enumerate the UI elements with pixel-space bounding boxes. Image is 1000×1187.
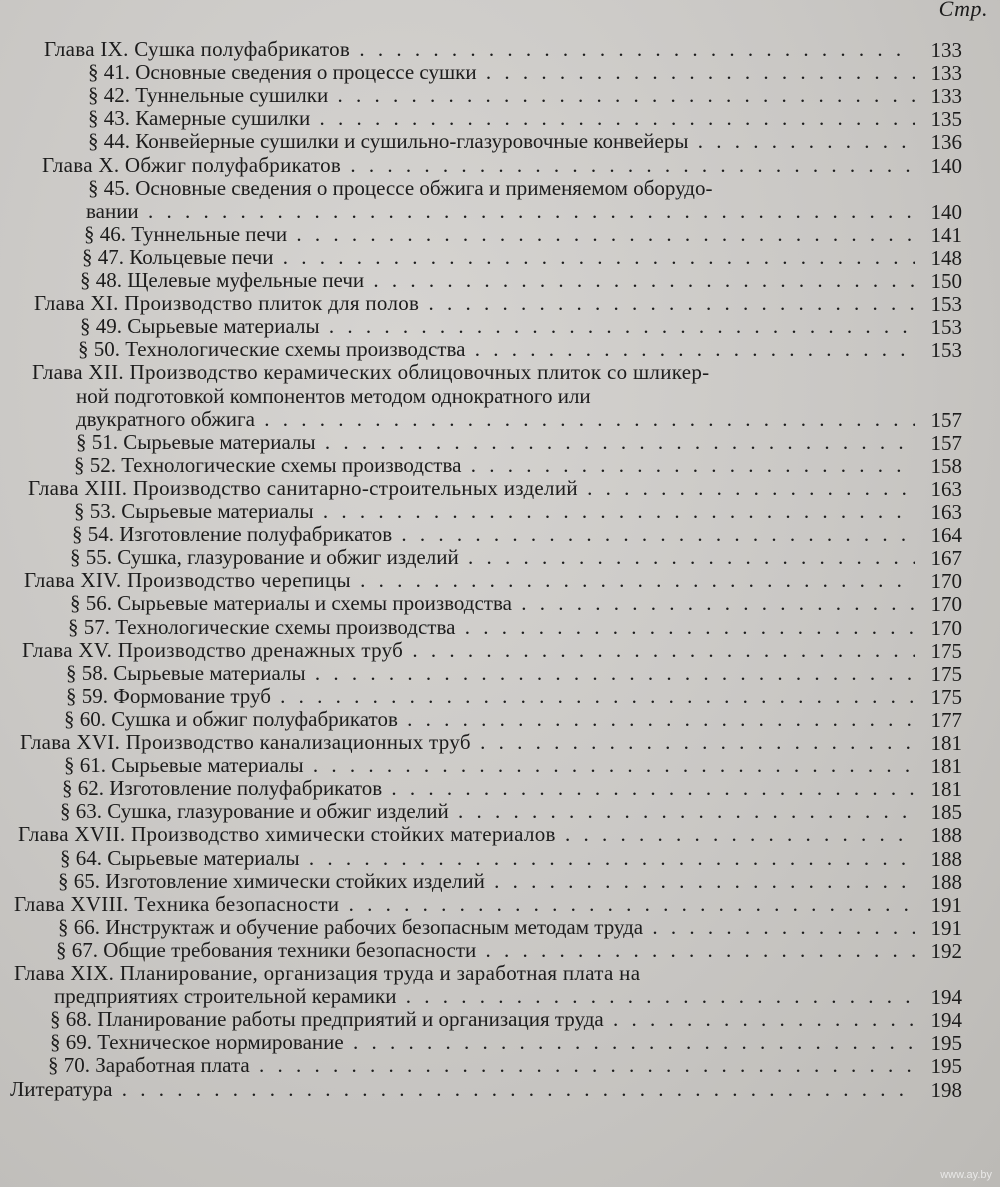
toc-page-number: 181 xyxy=(930,731,962,755)
toc-page-number: 164 xyxy=(930,523,962,548)
toc-chapter-title: Глава XIV. Производство черепицы . . . xyxy=(24,569,915,592)
toc-section-title: § 50. Технологические схемы производства . . . xyxy=(78,338,915,361)
toc-chapter-title: Глава XII. Производство керамических облицовочных плиток со шликер- xyxy=(32,361,710,385)
toc-page-number: 140 xyxy=(930,199,962,224)
toc-section-title: § 53. Сырьевые материалы . . . xyxy=(74,500,915,523)
toc-row xyxy=(0,154,1000,177)
toc-section-title: § 48. Щелевые муфельные печи . . . xyxy=(80,269,915,292)
toc-row xyxy=(0,269,1000,292)
toc-row xyxy=(0,1031,1000,1054)
toc-page-number: 192 xyxy=(930,938,962,963)
toc-page-number: 133 xyxy=(930,84,962,109)
toc-section-title: § 46. Туннельные печи . . . xyxy=(84,223,915,246)
toc-chapter-title: Глава XVI. Производство канализационных труб . . . xyxy=(20,731,915,754)
toc-page-number: 157 xyxy=(930,430,962,455)
toc-row xyxy=(0,893,1000,916)
toc-page-number: 133 xyxy=(930,61,962,86)
toc-row xyxy=(0,569,1000,592)
toc-page-number: 163 xyxy=(930,500,962,524)
toc-section-title: § 65. Изготовление химически стойких изделий . . . xyxy=(58,870,915,893)
toc-page-number: 191 xyxy=(930,915,962,940)
toc-page-number: 195 xyxy=(930,1031,962,1056)
toc-section-title: § 47. Кольцевые печи . . . xyxy=(82,246,915,269)
toc-page-number: 153 xyxy=(930,292,962,317)
toc-page-number: 135 xyxy=(930,107,962,132)
toc-row xyxy=(0,246,1000,269)
toc-row xyxy=(0,177,1000,200)
toc-page-number: 140 xyxy=(930,153,962,178)
toc-page-number: 175 xyxy=(930,661,962,686)
toc-section-title: § 51. Сырьевые материалы . . . xyxy=(76,431,915,454)
toc-row xyxy=(0,823,1000,846)
toc-row xyxy=(0,338,1000,361)
toc-row xyxy=(0,61,1000,84)
toc-row xyxy=(0,84,1000,107)
toc-row xyxy=(0,477,1000,500)
toc-chapter-title: Глава XIII. Производство санитарно-строительных изделий . . . xyxy=(28,477,915,500)
toc-section-title: § 42. Туннельные сушилки . . . xyxy=(88,84,915,107)
toc-row xyxy=(0,107,1000,130)
toc-page-number: 188 xyxy=(930,869,962,894)
toc-chapter-title: Глава XV. Производство дренажных труб . . . xyxy=(22,639,915,662)
toc-section-title: § 63. Сушка, глазурование и обжиг изделий . . . xyxy=(60,800,915,823)
toc-section-title: § 68. Планирование работы предприятий и организация труда . . . xyxy=(50,1008,915,1031)
toc-page-number: 194 xyxy=(930,985,962,1010)
toc-row xyxy=(0,1008,1000,1031)
toc-row xyxy=(0,708,1000,731)
toc-section-title: § 62. Изготовление полуфабрикатов . . . xyxy=(62,777,915,800)
toc-row xyxy=(0,546,1000,569)
toc-page-number: 167 xyxy=(930,546,962,571)
toc-row xyxy=(0,592,1000,615)
toc-page-number: 175 xyxy=(930,684,962,709)
toc-row xyxy=(0,1054,1000,1077)
toc-row xyxy=(0,916,1000,939)
toc-row xyxy=(0,754,1000,777)
toc-page-number: 170 xyxy=(930,592,962,617)
toc-page-number: 163 xyxy=(930,476,962,501)
toc-row xyxy=(0,385,1000,408)
toc-page-number: 150 xyxy=(930,269,962,293)
toc-row xyxy=(0,292,1000,315)
toc-page-number: 181 xyxy=(930,754,962,779)
toc-page-number: 157 xyxy=(930,407,962,432)
toc-section-title: § 44. Конвейерные сушилки и сушильно-глазуровочные конвейеры . . . xyxy=(88,130,915,153)
toc-section-title: § 59. Формование труб . . . xyxy=(66,685,915,708)
toc-entry-text: Литература . . . xyxy=(10,1078,915,1101)
toc-chapter-title: Глава XVIII. Техника безопасности . . . xyxy=(14,893,915,916)
toc-page-number: 136 xyxy=(930,130,962,155)
toc-page-number: 198 xyxy=(930,1077,962,1102)
toc-row xyxy=(0,315,1000,338)
toc-section-title: § 56. Сырьевые материалы и схемы производства . . . xyxy=(70,592,915,615)
toc-chapter-title: Глава XVII. Производство химически стойких материалов . . . xyxy=(18,823,915,846)
toc-section-title: § 41. Основные сведения о процессе сушки . . . xyxy=(88,61,915,84)
toc-row xyxy=(0,731,1000,754)
toc-row xyxy=(0,777,1000,800)
toc-page-number: 141 xyxy=(930,222,962,247)
toc-chapter-title: Глава XIX. Планирование, организация труда и заработная плата на xyxy=(14,962,641,985)
toc-row xyxy=(0,939,1000,962)
page-column-header: Стр. xyxy=(938,0,988,21)
toc-row xyxy=(0,639,1000,662)
toc-section-title: § 43. Камерные сушилки . . . xyxy=(88,107,915,130)
toc-row xyxy=(0,523,1000,546)
toc-row xyxy=(0,223,1000,246)
toc-section-title: § 67. Общие требования техники безопасности . . . xyxy=(56,939,915,962)
toc-chapter-title: Глава IX. Сушка полуфабрикатов . . . xyxy=(44,38,915,61)
toc-page-number: 153 xyxy=(930,315,962,340)
toc-row xyxy=(0,130,1000,153)
toc-page-number: 133 xyxy=(930,38,962,62)
toc-page-number: 181 xyxy=(930,777,962,802)
toc-page-number: 191 xyxy=(930,892,962,917)
toc-section-title: § 55. Сушка, глазурование и обжиг изделий . . . xyxy=(70,546,915,569)
toc-page-number: 170 xyxy=(930,615,962,640)
toc-entry-text: вании . . . xyxy=(86,200,915,223)
toc-row xyxy=(0,361,1000,384)
toc-section-title: § 64. Сырьевые материалы . . . xyxy=(60,847,915,870)
toc-row xyxy=(0,985,1000,1008)
toc-section-title: § 54. Изготовление полуфабрикатов . . . xyxy=(72,523,915,546)
toc-row xyxy=(0,200,1000,223)
toc-entry-text: двукратного обжига . . . xyxy=(76,408,915,431)
toc-entry-text: ной подготовкой компонентов методом однократного или xyxy=(76,384,591,408)
toc-row xyxy=(0,870,1000,893)
toc-row xyxy=(0,38,1000,61)
toc-section-title: § 57. Технологические схемы производства . . . xyxy=(68,616,915,639)
toc-row xyxy=(0,847,1000,870)
toc-row xyxy=(0,500,1000,523)
toc-page-number: 195 xyxy=(930,1054,962,1079)
toc-page-number: 153 xyxy=(930,338,962,363)
toc-section-title: § 45. Основные сведения о процессе обжига и применяемом оборудо- xyxy=(88,176,713,200)
toc-section-title: § 60. Сушка и обжиг полуфабрикатов . . . xyxy=(64,708,915,731)
toc-row xyxy=(0,685,1000,708)
toc-section-title: § 70. Заработная плата . . . xyxy=(48,1054,915,1077)
toc-chapter-title: Глава X. Обжиг полуфабрикатов . . . xyxy=(42,154,915,177)
toc-section-title: § 69. Техническое нормирование . . . xyxy=(50,1031,915,1054)
toc-page-number: 158 xyxy=(930,453,962,478)
watermark-text: www.ay.by xyxy=(940,1169,992,1181)
toc-section-title: § 58. Сырьевые материалы . . . xyxy=(66,662,915,685)
toc-section-title: § 61. Сырьевые материалы . . . xyxy=(64,754,915,777)
toc-row xyxy=(0,616,1000,639)
toc-row xyxy=(0,454,1000,477)
toc-row xyxy=(0,962,1000,985)
toc-page-number: 170 xyxy=(930,569,962,594)
toc-row xyxy=(0,431,1000,454)
toc-chapter-title: Глава XI. Производство плиток для полов . . . xyxy=(34,292,915,315)
toc-page-number: 185 xyxy=(930,800,962,825)
toc-page-number: 175 xyxy=(930,638,962,663)
toc-section-title: § 66. Инструктаж и обучение рабочих безопасным методам труда . . . xyxy=(58,916,915,939)
toc-row xyxy=(0,662,1000,685)
toc-page-number: 177 xyxy=(930,707,962,732)
toc-page-number: 194 xyxy=(930,1008,962,1033)
toc-section-title: § 49. Сырьевые материалы . . . xyxy=(80,315,915,338)
toc-entry-text: предприятиях строительной керамики . . . xyxy=(54,985,915,1008)
toc-page-number: 188 xyxy=(930,846,962,871)
toc-page-number: 148 xyxy=(930,245,962,270)
toc-section-title: § 52. Технологические схемы производства . . . xyxy=(74,454,915,477)
toc-row xyxy=(0,408,1000,431)
toc-row xyxy=(0,800,1000,823)
toc-row xyxy=(0,1078,1000,1101)
toc-page-number: 188 xyxy=(930,823,962,848)
